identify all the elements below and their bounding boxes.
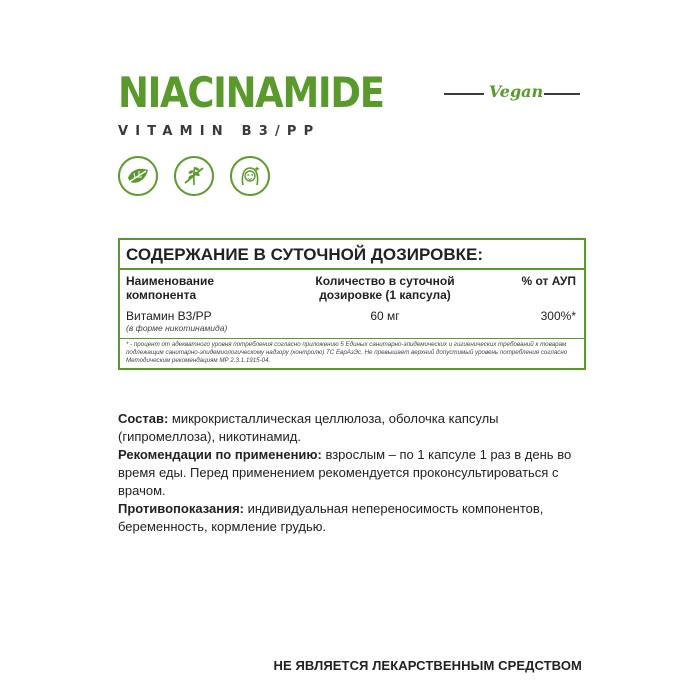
composition-label: Состав: bbox=[118, 411, 169, 426]
header-component: Наименование компонента bbox=[126, 274, 215, 302]
product-subtitle: VITAMIN B3/PP bbox=[118, 124, 321, 139]
woman-face-icon bbox=[230, 156, 270, 196]
composition-text: микрокристаллическая целлюлоза, оболочка капсулы (гипромеллоза), никотинамид. bbox=[118, 411, 499, 444]
vegan-line-right bbox=[544, 93, 580, 95]
header-percent: % от АУП bbox=[521, 274, 576, 288]
no-gmo-icon bbox=[174, 156, 214, 196]
usage-text: взрослым – по 1 капсуле 1 раз в день во время еды. Перед применением рекомендуется проконсультироваться с врачом. bbox=[118, 447, 572, 498]
contraindications-paragraph bbox=[118, 500, 598, 536]
leaf-icon bbox=[118, 156, 158, 196]
table-footnote: * - процент от адекватного уровня потребления согласно приложению 5 Единых санитарно-эпидемических и гигиенических требований к товарам подлежащим санитарно-эпидемиологическому надзору (контролю) ТС ЕврАзЭс. Не превышает верхний допустимый уровень потребления согласно Методическим рекомендациям МР 2.3.1.1915-04. bbox=[126, 341, 568, 364]
product-description bbox=[118, 410, 598, 536]
table-divider bbox=[120, 338, 584, 339]
vegan-badge bbox=[444, 82, 580, 106]
row-amount: 60 мг bbox=[370, 309, 400, 323]
daily-dose-table bbox=[118, 238, 586, 370]
header-amount: Количество в суточной дозировке (1 капсула) bbox=[315, 274, 455, 302]
vegan-line-left bbox=[444, 93, 484, 95]
usage-paragraph bbox=[118, 446, 598, 500]
usage-label: Рекомендации по применению: bbox=[118, 447, 322, 462]
contraindications-label: Противопоказания: bbox=[118, 501, 244, 516]
row-percent: 300%* bbox=[540, 309, 576, 323]
not-medicine-disclaimer: НЕ ЯВЛЯЕТСЯ ЛЕКАРСТВЕННЫМ СРЕДСТВОМ bbox=[273, 658, 582, 673]
row-component-note: (в форме никотинамида) bbox=[126, 323, 228, 333]
contraindications-text: индивидуальная непереносимость компонентов, беременность, кормление грудью. bbox=[118, 501, 544, 534]
product-title: NIACINAMIDE bbox=[118, 68, 384, 117]
composition-paragraph bbox=[118, 410, 598, 446]
table-title: СОДЕРЖАНИЕ В СУТОЧНОЙ ДОЗИРОВКЕ: bbox=[120, 240, 584, 270]
vegan-label: Vegan bbox=[488, 82, 544, 101]
row-component-name: Витамин В3/РР bbox=[126, 309, 212, 323]
